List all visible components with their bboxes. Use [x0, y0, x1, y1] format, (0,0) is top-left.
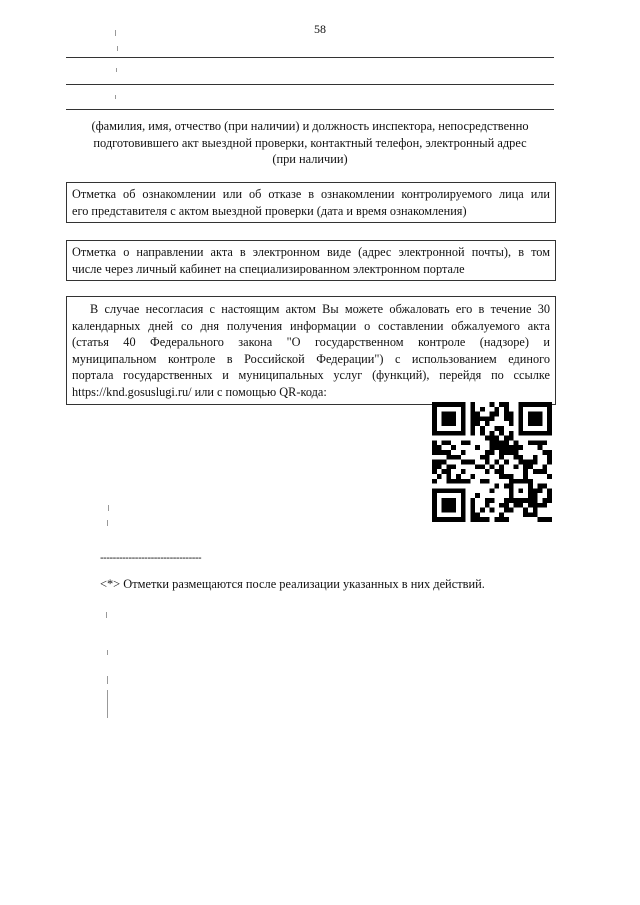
- appeal-info-line: муниципальном контроле в Российской Федерации") с использованием единого: [72, 351, 550, 366]
- scan-artifact: [107, 676, 108, 684]
- appeal-info-link-line[interactable]: https://knd.gosuslugi.ru/ или с помощью QR-кода:: [72, 384, 327, 399]
- electronic-delivery-mark-box: [66, 240, 556, 281]
- inspector-blank-line-3: [66, 109, 554, 110]
- footnote-separator: --------------------------------: [100, 552, 202, 564]
- scan-artifact: [107, 690, 108, 718]
- acquaintance-mark-box: [66, 182, 556, 223]
- inspector-caption-line: (при наличии): [272, 152, 348, 166]
- scan-artifact: [117, 46, 118, 51]
- inspector-caption-line: подготовившего акт выездной проверки, контактный телефон, электронный адрес: [93, 135, 527, 150]
- scan-artifact: [116, 68, 117, 72]
- scan-artifact: [106, 612, 107, 618]
- inspector-blank-line-2: [66, 84, 554, 85]
- scan-artifact: [115, 30, 116, 36]
- appeal-info-line: В случае несогласия с настоящим актом Вы можете обжаловать его в течение 30: [90, 302, 550, 316]
- page-number: 58: [314, 22, 326, 36]
- scan-artifact: [108, 505, 109, 511]
- scan-artifact: [115, 95, 116, 99]
- inspector-caption: [66, 118, 554, 168]
- electronic-delivery-mark-line: Отметка о направлении акта в электронном виде (адрес электронной почты), в том: [72, 245, 550, 259]
- appeal-info-line: (статья 40 Федерального закона "О государственном контроле (надзоре) и: [72, 335, 550, 349]
- appeal-info-box: [66, 296, 556, 405]
- scan-artifact: [107, 520, 108, 526]
- scan-artifact: [107, 650, 108, 655]
- inspector-caption-line: (фамилия, имя, отчество (при наличии) и должность инспектора, непосредственно: [91, 119, 529, 133]
- acquaintance-mark-line: Отметка об ознакомлении или об отказе в ознакомлении контролируемого лица или: [72, 187, 550, 201]
- inspector-blank-line-1: [66, 57, 554, 58]
- acquaintance-mark-line: его представителя с актом выездной проверки (дата и время ознакомления): [72, 203, 467, 218]
- appeal-info-line: календарных дней со дня получения информации о составлении обжалуемого акта: [72, 318, 550, 333]
- appeal-info-line: портала государственных и муниципальных услуг (функций), перейдя по ссылке: [72, 368, 550, 382]
- footnote-text: <*> Отметки размещаются после реализации указанных в них действий.: [100, 577, 485, 591]
- electronic-delivery-mark-line: числе через личный кабинет на специализированном электронном портале: [72, 261, 465, 276]
- qr-code-icon[interactable]: [432, 402, 552, 522]
